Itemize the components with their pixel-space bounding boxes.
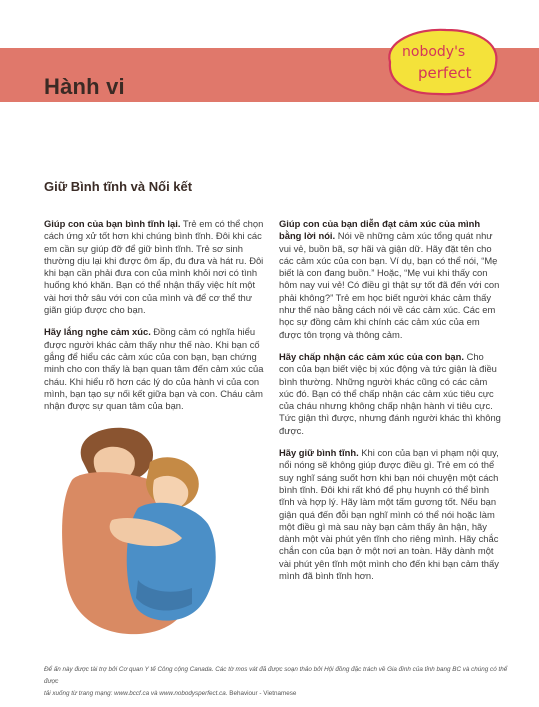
paragraph-express-feelings: Giúp con của bạn diễn đạt cảm xúc của mình bằng lời nói. Nói về những cảm xúc tổng quát như vui vẻ, buồn bã, sợ hãi và giận dữ. Hãy đặt tên cho các cảm xúc của con bạn. Ví dụ, bạn có thể nói, “Mẹ biết là con đang buồn.” Hoặc, “Mẹ vui khi thấy con hôm nay vui vẻ! Có điều gì thật sự tốt đã đến với con phải không?” Trẻ em học biết người khác cảm thấy như thế nào bằng cách nói về các cảm xúc. Các em học sự đồng cảm khi chính các cảm xúc của em được tôn trọng và thông cảm. [279, 218, 500, 340]
page-title: Hành vi [44, 74, 125, 99]
footer-line1: Để ấn này được tài trợ bởi Cơ quan Y tế Công cộng Canada. Các tờ mos vát đã được soạn thảo bởi Hội đồng đặc trách về Gia đình của tỉnh bang BC và chúng có thể được [44, 666, 508, 685]
paragraph-accept-feelings: Hãy chấp nhận các cảm xúc của con bạn. Cho con của bạn biết việc bị xúc động và tức giận là điều bình thường. Những người khác cũng có các cảm xúc đó. Bạn có thể chấp nhận các cảm xúc tiêu cực của cháu nhưng không chấp nhận hành vi tiêu cực. Tức giận thì được, nhưng đánh người khác thì không được. [279, 350, 501, 436]
footer-credits [44, 664, 514, 700]
paragraph-stay-calm: Hãy giữ bình tĩnh. Khi con của bạn vi phạm nội quy, nổi nóng sẽ không giúp được điều gì. Trẻ em có thể suy nghĩ sáng suốt hơn khi bạn nói chuyện một cách bình tĩnh. Đôi khi rất khó để phụ huynh có thể bình tĩnh và hợp lý. Hãy làm một tấm gương tốt. Nếu bạn giận quá đến đỗi bạn nghĩ mình có thể nói hoặc làm một điều gì mà sau này bạn cảm thấy ân hận, hãy dành một vài phút yên tĩnh cho riêng mình. Hãy chắc chắn con của bạn ở một nơi an toàn. Hãy dành một vài phút yên tĩnh một mình cho đến khi bạn cảm thấy mình đã bình tĩnh hơn. [279, 447, 499, 582]
paragraph-listen-feelings: Hãy lắng nghe cảm xúc. Đồng cảm có nghĩa hiểu được người khác cảm thấy như thế nào. Khi bạn cố gắng để hiểu các cảm xúc của con bạn, bạn chứng minh cho con thấy là bạn quan tâm đến cảm xúc của cháu. Khi hiểu rõ hơn các lý do của hành vi của con mình, bạn tạo sự nối kết giữa bạn và con. Cháu cảm nhận được sự quan tâm của bạn. [44, 326, 264, 412]
parent-hugging-child-illustration [42, 420, 238, 638]
nobodys-perfect-logo [376, 24, 504, 100]
footer-line2: tải xuống từ trang mạng: www.bccf.ca và www.nobodysperfect.ca. Behaviour - Vietnamese [44, 690, 297, 697]
left-column [44, 218, 266, 422]
right-column [279, 218, 501, 592]
logo-line2: perfect [418, 64, 472, 82]
paragraph-calm-down: Giúp con của bạn bình tĩnh lại. Trẻ em có thể chọn cách ứng xử tốt hơn khi chúng bình tĩnh. Đôi khi các em cần sự giúp đỡ để giữ bình tĩnh. Trẻ sơ sinh thường dịu lại khi được ôm ấp, đu đưa và hát ru. Đôi khi bạn cần phải đưa con của mình khỏi nơi có tình huống khó khăn. Bạn có thể nhận thấy việc hít một vài hơi thở sâu với con của mình và để cơ thể thư giãn giúp được cho bạn. [44, 218, 264, 316]
section-title: Giữ Bình tĩnh và Nối kết [44, 179, 193, 194]
logo-line1: nobody's [402, 44, 466, 60]
